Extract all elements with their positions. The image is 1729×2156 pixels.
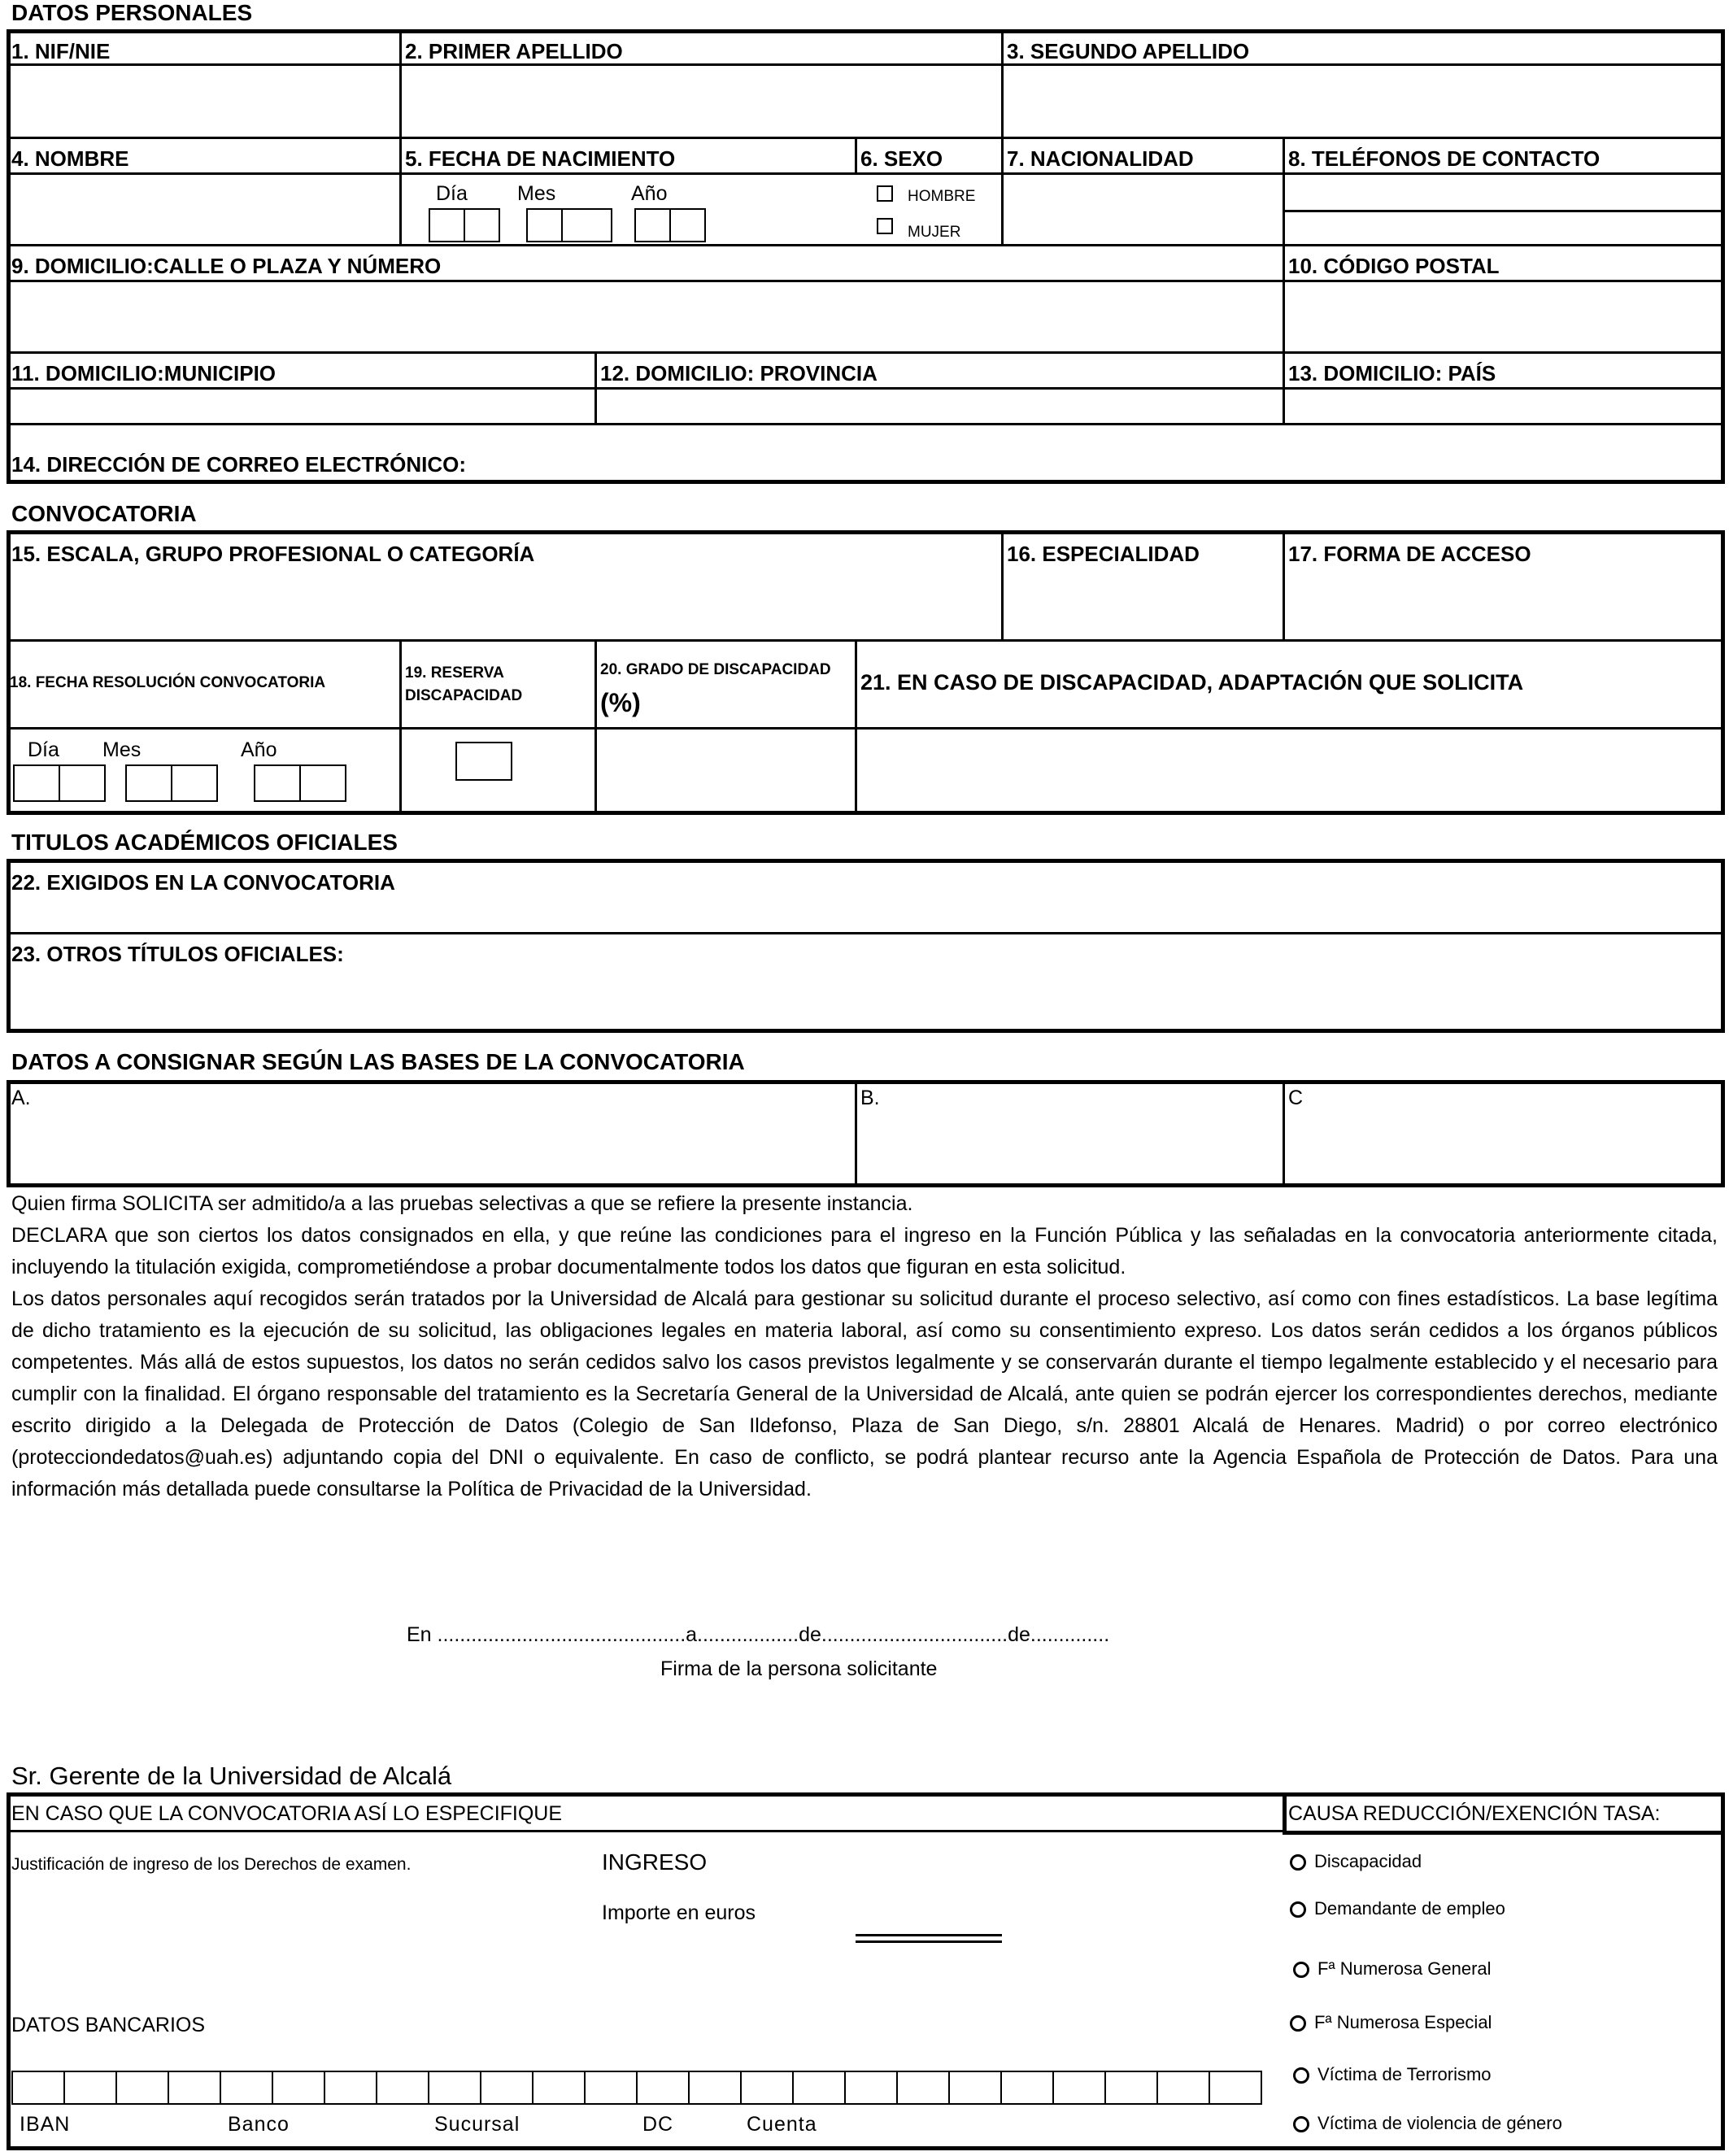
iban-digit-box[interactable]	[948, 2071, 1002, 2105]
adaptacion-field[interactable]	[859, 730, 1721, 812]
iban-digit-box[interactable]	[272, 2071, 325, 2105]
radio-icon[interactable]	[1290, 2015, 1306, 2032]
grado-discapacidad-field[interactable]	[599, 730, 853, 812]
label-fecha-nacimiento: 5. FECHA DE NACIMIENTO	[405, 146, 676, 171]
birth-day-digit-2[interactable]	[464, 208, 500, 242]
radio-icon[interactable]	[1293, 2116, 1309, 2132]
label-codigo-postal: 10. CÓDIGO POSTAL	[1288, 254, 1500, 278]
label-c: C	[1288, 1087, 1304, 1109]
municipio-field[interactable]	[11, 390, 593, 421]
conv-year-digit-1[interactable]	[254, 764, 301, 802]
iban-digit-box[interactable]	[220, 2071, 273, 2105]
option-demandante-empleo[interactable]	[1290, 1898, 1505, 1919]
radio-icon[interactable]	[1290, 1901, 1306, 1918]
option-label: Fª Numerosa Especial	[1314, 2012, 1492, 2032]
birth-year-digit-2[interactable]	[669, 208, 706, 242]
domicilio-calle-field[interactable]	[11, 283, 1281, 350]
conv-month-digit-2[interactable]	[171, 764, 218, 802]
option-victima-terrorismo[interactable]	[1293, 2064, 1492, 2085]
conv-day-digit-2[interactable]	[59, 764, 106, 802]
label-en-caso: EN CASO QUE LA CONVOCATORIA ASÍ LO ESPECIFIQUE	[11, 1802, 563, 1825]
option-label: Fª Numerosa General	[1317, 1958, 1492, 1979]
iban-digit-box[interactable]	[115, 2071, 169, 2105]
radio-icon[interactable]	[1293, 1962, 1309, 1978]
label-provincia: 12. DOMICILIO: PROVINCIA	[600, 361, 878, 385]
label-banco: Banco	[228, 2113, 290, 2136]
iban-digit-box[interactable]	[792, 2071, 846, 2105]
provincia-field[interactable]	[599, 390, 1281, 421]
label-importe: Importe en euros	[602, 1901, 756, 1924]
birth-month-digit-1[interactable]	[526, 208, 563, 242]
label-sucursal: Sucursal	[434, 2113, 520, 2136]
iban-digit-box[interactable]	[740, 2071, 794, 2105]
declara-paragraph: DECLARA que son ciertos los datos consignados en ella, y que reúne las condiciones para el ingreso en la Función Pública y las señaladas en la convocatoria anteriormente citada, incluyendo la titulación exigida, comprometiéndose a probar documentalmente todos los datos que figuran en esta solicitud.	[11, 1224, 1718, 1278]
section-title-datos-personales: DATOS PERSONALES	[11, 0, 253, 25]
option-label: Víctima de Terrorismo	[1317, 2064, 1492, 2084]
label-datos-bancarios: DATOS BANCARIOS	[11, 2014, 206, 2036]
label-nif: 1. NIF/NIE	[11, 39, 111, 63]
telefono-field-1[interactable]	[1287, 174, 1721, 208]
iban-digit-box[interactable]	[324, 2071, 377, 2105]
conv-day-digit-1[interactable]	[13, 764, 60, 802]
label-forma-acceso: 17. FORMA DE ACCESO	[1288, 542, 1531, 566]
option-label: Discapacidad	[1314, 1851, 1422, 1871]
label-nombre: 4. NOMBRE	[11, 146, 129, 171]
sexo-hombre-checkbox[interactable]	[877, 185, 893, 206]
label-nacionalidad: 7. NACIONALIDAD	[1007, 146, 1194, 171]
option-fnumerosa-general[interactable]	[1293, 1958, 1492, 1980]
conv-year-digit-2[interactable]	[299, 764, 346, 802]
label-porcentaje: (%)	[600, 688, 641, 717]
label-justificacion: Justificación de ingreso de los Derechos de examen.	[11, 1855, 412, 1874]
label-segundo-apellido: 3. SEGUNDO APELLIDO	[1007, 39, 1250, 63]
label-pais: 13. DOMICILIO: PAÍS	[1288, 361, 1496, 385]
iban-digit-box[interactable]	[376, 2071, 429, 2105]
birth-month-digit-2[interactable]	[561, 208, 612, 242]
iban-digit-box[interactable]	[896, 2071, 950, 2105]
label-cuenta: Cuenta	[747, 2113, 817, 2136]
iban-digit-box[interactable]	[688, 2071, 742, 2105]
telefono-field-2[interactable]	[1287, 213, 1721, 242]
nacionalidad-field[interactable]	[1005, 174, 1281, 242]
section-title-titulos: TITULOS ACADÉMICOS OFICIALES	[11, 830, 398, 855]
email-field[interactable]	[407, 428, 1716, 478]
radio-icon[interactable]	[1293, 2067, 1309, 2084]
label-primer-apellido: 2. PRIMER APELLIDO	[405, 39, 623, 63]
label-domicilio-calle: 9. DOMICILIO:CALLE O PLAZA Y NÚMERO	[11, 254, 442, 278]
lugar-fecha-line[interactable]: En ............................................a..................de.................................de..............	[407, 1623, 1110, 1646]
iban-digit-box[interactable]	[636, 2071, 690, 2105]
label-iban: IBAN	[20, 2113, 71, 2136]
label-hombre: HOMBRE	[908, 188, 976, 205]
importe-field[interactable]	[856, 1900, 1002, 1932]
iban-digit-box[interactable]	[584, 2071, 638, 2105]
option-discapacidad[interactable]	[1290, 1851, 1422, 1872]
label-especialidad: 16. ESPECIALIDAD	[1007, 542, 1200, 566]
especialidad-field[interactable]	[1005, 569, 1281, 638]
sexo-mujer-checkbox[interactable]	[877, 218, 893, 238]
option-victima-violencia[interactable]	[1293, 2113, 1562, 2134]
label-sexo: 6. SEXO	[860, 146, 943, 171]
iban-digit-box[interactable]	[1052, 2071, 1106, 2105]
option-label: Víctima de violencia de género	[1317, 2113, 1562, 2133]
label-b: B.	[860, 1087, 880, 1109]
iban-digit-box[interactable]	[1209, 2071, 1262, 2105]
exigidos-field[interactable]	[11, 898, 1719, 930]
reserva-discapacidad-checkbox[interactable]	[455, 742, 512, 781]
option-label: Demandante de empleo	[1314, 1898, 1505, 1919]
dato-c-field[interactable]	[1287, 1113, 1721, 1183]
iban-digit-box[interactable]	[11, 2071, 65, 2105]
label-escala: 15. ESCALA, GRUPO PROFESIONAL O CATEGORÍA	[11, 542, 535, 566]
label-otros-titulos: 23. OTROS TÍTULOS OFICIALES:	[11, 942, 344, 966]
section-title-datos-bases: DATOS A CONSIGNAR SEGÚN LAS BASES DE LA CONVOCATORIA	[11, 1049, 745, 1074]
label-dc: DC	[642, 2113, 674, 2136]
primer-apellido-field[interactable]	[403, 67, 1000, 135]
option-fnumerosa-especial[interactable]	[1290, 2012, 1492, 2033]
label-a: A.	[11, 1087, 31, 1109]
section-title-convocatoria: CONVOCATORIA	[11, 501, 197, 526]
label-ingreso: INGRESO	[602, 1849, 708, 1875]
conv-month-digit-1[interactable]	[125, 764, 172, 802]
label-email: 14. DIRECCIÓN DE CORREO ELECTRÓNICO:	[11, 452, 467, 477]
iban-digit-box[interactable]	[532, 2071, 586, 2105]
label-adaptacion: 21. EN CASO DE DISCAPACIDAD, ADAPTACIÓN QUE SOLICITA	[860, 670, 1524, 695]
segundo-apellido-field[interactable]	[1005, 67, 1721, 135]
birth-year-digit-1[interactable]	[634, 208, 671, 242]
iban-digit-box[interactable]	[1000, 2071, 1054, 2105]
label-mujer: MUJER	[908, 224, 961, 241]
label-dia: Día	[436, 182, 468, 205]
label-conv-mes: Mes	[102, 738, 142, 761]
destinatario: Sr. Gerente de la Universidad de Alcalá	[11, 1762, 452, 1790]
iban-digit-box[interactable]	[168, 2071, 221, 2105]
label-conv-dia: Día	[28, 738, 59, 761]
label-grado-discapacidad: 20. GRADO DE DISCAPACIDAD	[600, 661, 831, 678]
iban-digit-box[interactable]	[480, 2071, 534, 2105]
otros-titulos-field[interactable]	[11, 969, 1719, 1026]
firma-label: Firma de la persona solicitante	[660, 1657, 938, 1680]
label-causa: CAUSA REDUCCIÓN/EXENCIÓN TASA:	[1288, 1802, 1661, 1825]
iban-digit-box[interactable]	[1104, 2071, 1158, 2105]
nif-field[interactable]	[11, 67, 398, 135]
label-telefonos: 8. TELÉFONOS DE CONTACTO	[1288, 146, 1601, 171]
privacy-paragraph: Los datos personales aquí recogidos serán tratados por la Universidad de Alcalá para gestionar su solicitud durante el proceso selectivo, así como con fines estadísticos. La base legítima de dicho tratamiento es la ejecución de su solicitud, las obligaciones legales en materia laboral, así como su consentimiento expreso. Los datos serán cedidos a los órganos públicos competentes. Más allá de estos supuestos, los datos no serán cedidos salvo los casos previstos legalmente y se conservarán durante el tiempo legalmente establecido y el necesario para cumplir con la finalidad. El órgano responsable del tratamiento es la Secretaría General de la Universidad de Alcalá, ante quien se podrán ejercer los correspondientes derechos, mediante escrito dirigido a la Delegada de Protección de Datos (Colegio de San Ildefonso, Plaza de San Diego, s/n. 28801 Alcalá de Henares. Madrid) o por correo electrónico (protecciondedatos@uah.es) adjuntando copia del DNI o equivalente. En caso de conflicto, se podrá plantear recurso ante la Agencia Española de Protección de Datos. Para una información más detallada puede consultarse la Política de Privacidad de la Universidad.	[11, 1287, 1718, 1500]
label-municipio: 11. DOMICILIO:MUNICIPIO	[11, 361, 277, 385]
birth-day-digit-1[interactable]	[429, 208, 465, 242]
label-mes: Mes	[517, 182, 556, 205]
dato-a-field[interactable]	[11, 1113, 853, 1183]
dato-b-field[interactable]	[859, 1113, 1281, 1183]
label-reserva-1: 19. RESERVA	[405, 664, 504, 682]
codigo-postal-field[interactable]	[1287, 283, 1721, 350]
label-fecha-resolucion: 18. FECHA RESOLUCIÓN CONVOCATORIA	[10, 674, 326, 691]
iban-digit-box[interactable]	[844, 2071, 898, 2105]
label-conv-anio: Año	[241, 738, 277, 761]
iban-digit-box[interactable]	[63, 2071, 117, 2105]
forma-acceso-field[interactable]	[1287, 569, 1721, 638]
label-anio: Año	[631, 182, 668, 205]
escala-field[interactable]	[11, 569, 1000, 638]
label-reserva-2: DISCAPACIDAD	[405, 687, 523, 704]
radio-icon[interactable]	[1290, 1854, 1306, 1871]
pais-field[interactable]	[1287, 390, 1721, 421]
label-exigidos: 22. EXIGIDOS EN LA CONVOCATORIA	[11, 870, 395, 895]
iban-digit-box[interactable]	[1156, 2071, 1210, 2105]
iban-digit-box[interactable]	[428, 2071, 481, 2105]
solicita-paragraph: Quien firma SOLICITA ser admitido/a a las pruebas selectivas a que se refiere la presente instancia.	[11, 1192, 913, 1215]
